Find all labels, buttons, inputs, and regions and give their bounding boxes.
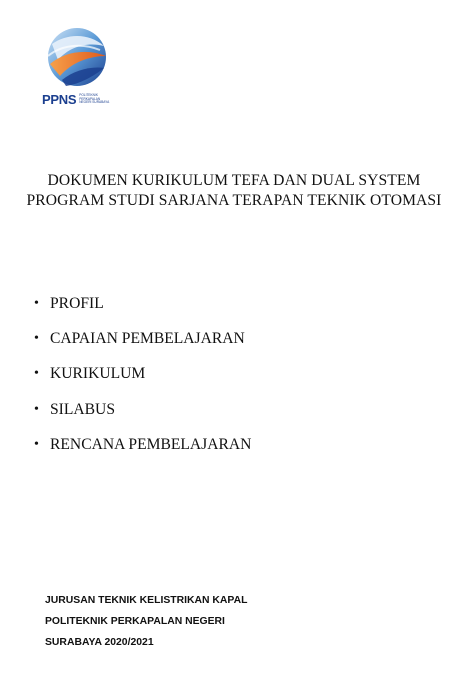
footer-department: JURUSAN TEKNIK KELISTRIKAN KAPAL bbox=[45, 595, 248, 606]
logo-subtext-line: PERKAPALAN bbox=[79, 96, 101, 101]
logo-subtext-line: POLITEKNIK bbox=[79, 92, 98, 97]
list-item bbox=[34, 294, 251, 314]
footer-location-year: SURABAYA 2020/2021 bbox=[45, 637, 154, 648]
institution-footer bbox=[45, 590, 247, 653]
list-item bbox=[34, 435, 251, 455]
list-item-label: RENCANA PEMBELAJARAN bbox=[50, 435, 252, 453]
bullet-icon: • bbox=[34, 296, 39, 311]
list-item bbox=[34, 364, 251, 384]
bullet-icon: • bbox=[34, 436, 39, 452]
title-line: DOKUMEN KURIKULUM TEFA DAN DUAL SYSTEM bbox=[47, 172, 421, 189]
contents-list bbox=[34, 294, 251, 470]
list-item-label: PROFIL bbox=[50, 295, 104, 312]
footer-institution: POLITEKNIK PERKAPALAN NEGERI bbox=[45, 616, 225, 627]
list-item bbox=[34, 400, 251, 420]
bullet-icon: • bbox=[34, 366, 39, 382]
logo-wordmark bbox=[42, 92, 109, 107]
logo-subtext bbox=[79, 94, 109, 105]
list-item-label: SILABUS bbox=[50, 400, 115, 418]
title-line: PROGRAM STUDI SARJANA TERAPAN TEKNIK OTOMASI bbox=[26, 192, 442, 209]
list-item bbox=[34, 329, 251, 349]
list-item-label: KURIKULUM bbox=[50, 365, 146, 383]
logo-subtext-line: NEGERI SURABAYA bbox=[79, 100, 110, 105]
bullet-icon: • bbox=[34, 401, 39, 417]
logo-abbreviation: PPNS bbox=[42, 92, 77, 107]
document-title bbox=[0, 171, 468, 211]
bullet-icon: • bbox=[34, 331, 39, 347]
list-item-label: CAPAIAN PEMBELAJARAN bbox=[50, 330, 245, 348]
